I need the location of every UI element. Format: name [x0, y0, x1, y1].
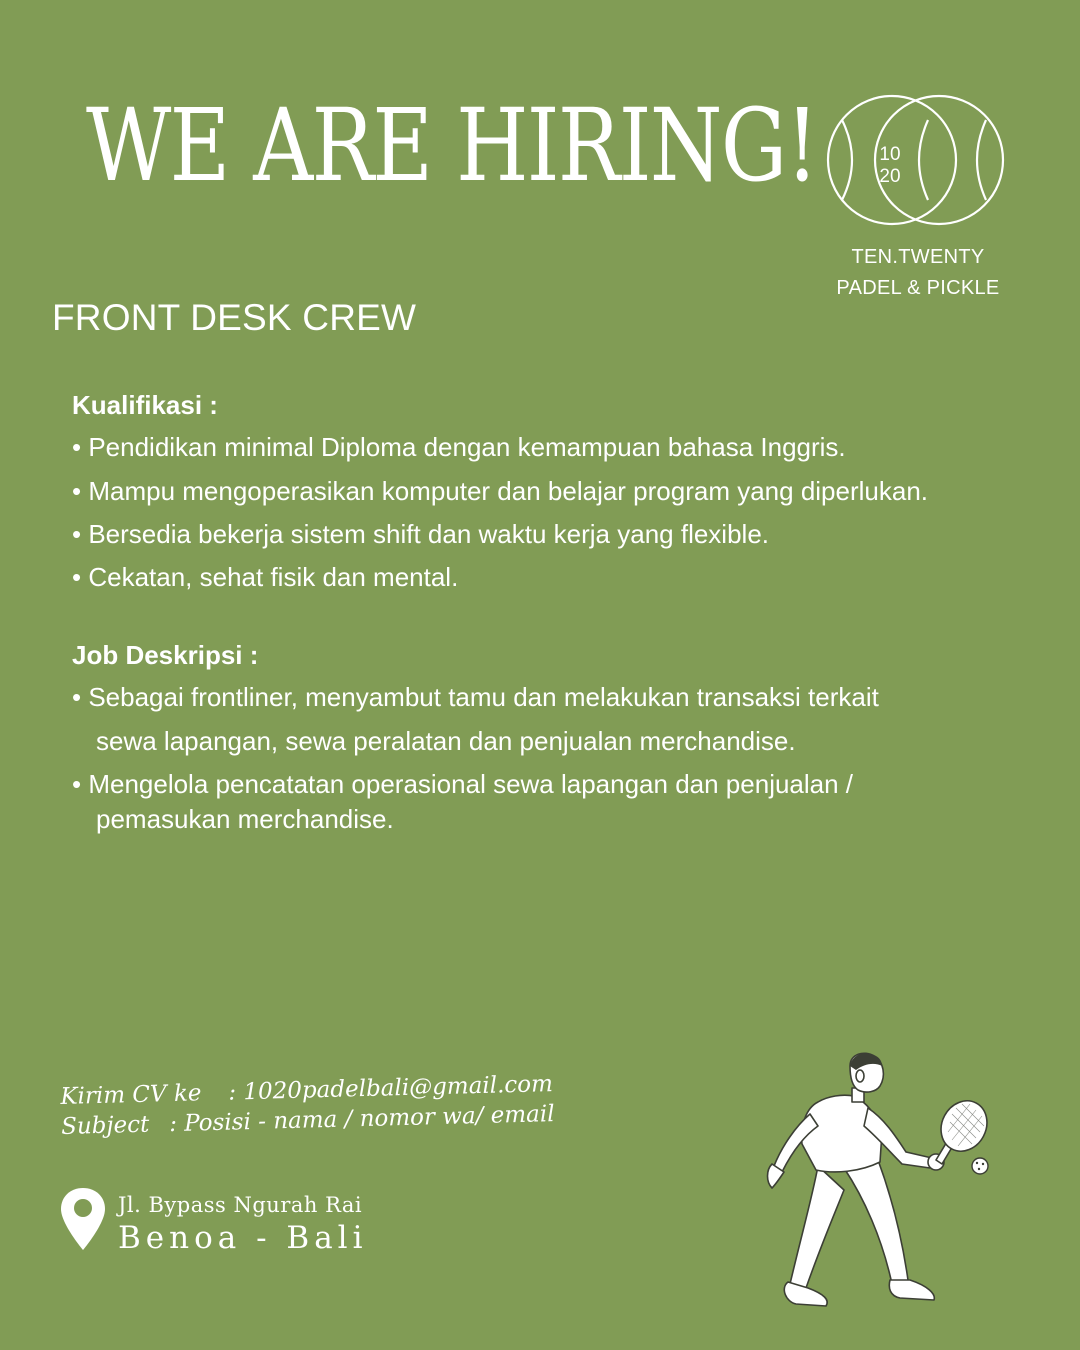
job-description-item-continuation: sewa lapangan, sewa peralatan dan penjualan merchandise.: [96, 726, 796, 756]
subject-format: : Posisi - nama / nomor wa/ email: [168, 1101, 555, 1138]
address-city: Benoa - Bali: [118, 1220, 368, 1256]
job-description-item-continuation: pemasukan merchandise.: [96, 804, 394, 834]
job-description-title: Job Deskripsi :: [72, 640, 259, 670]
contact-info: [60, 1069, 555, 1142]
location-pin-icon: [58, 1186, 108, 1252]
qualification-item: • Pendidikan minimal Diploma dengan kemampuan bahasa Inggris.: [72, 432, 846, 462]
qualification-item: • Mampu mengoperasikan komputer dan belajar program yang diperlukan.: [72, 476, 929, 506]
subject-label: Subject: [60, 1111, 150, 1140]
qualification-item: • Cekatan, sehat fisik dan mental.: [72, 562, 459, 592]
tennis-ball-logo-icon: [820, 92, 1016, 230]
job-description-item: • Sebagai frontliner, menyambut tamu dan melakukan transaksi terkait: [72, 682, 879, 712]
logo-top-number: 10: [879, 144, 901, 165]
cv-email: : 1020padelbali@gmail.com: [227, 1071, 554, 1106]
qualifications-title: Kualifikasi :: [72, 390, 218, 420]
pickleball-player-illustration: [760, 1048, 1030, 1318]
logo-bottom-number: 20: [879, 166, 901, 187]
hiring-headline: WE ARE HIRING!: [86, 87, 818, 204]
cv-label: Kirim CV ke: [60, 1080, 202, 1110]
brand-name: [828, 242, 1008, 304]
position-title: FRONT DESK CREW: [52, 297, 417, 338]
job-description-item: • Mengelola pencatatan operasional sewa lapangan dan penjualan /: [72, 769, 854, 799]
qualification-item: • Bersedia bekerja sistem shift dan waktu kerja yang flexible.: [72, 519, 769, 549]
brand-line-2: PADEL & PICKLE: [836, 277, 1000, 299]
address-street: Jl. Bypass Ngurah Rai: [118, 1193, 363, 1217]
brand-line-1: TEN.TWENTY: [851, 246, 985, 268]
